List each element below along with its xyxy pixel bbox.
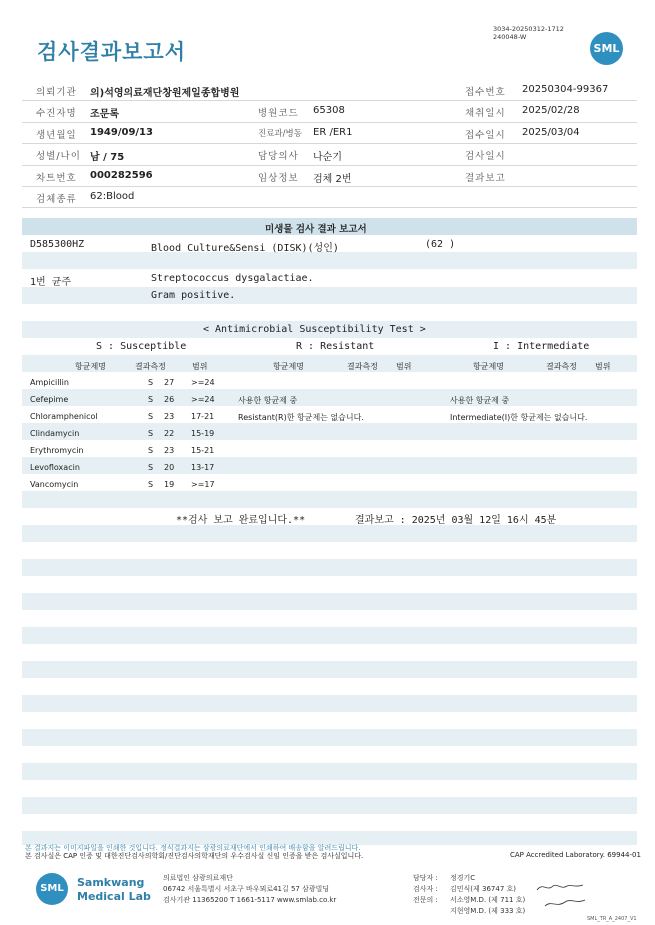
gram-stain: Gram positive. <box>151 290 236 301</box>
col-result-i: 결과측정 <box>546 362 577 371</box>
dept-value: ER /ER1 <box>313 126 353 138</box>
drug-sir: S <box>148 429 154 438</box>
drug-name: Erythromycin <box>30 446 84 455</box>
drug-range: 15-19 <box>191 429 215 438</box>
info-row <box>22 144 637 165</box>
label-result-report: 결과보고 <box>465 172 506 184</box>
stripe <box>22 423 637 440</box>
drug-sir: S <box>148 412 154 421</box>
stripe <box>22 559 637 576</box>
page-title: 검사결과보고서 <box>37 40 187 64</box>
staff1-name: 정경기C <box>450 874 476 882</box>
label-dept: 진료과/병동 <box>258 128 302 139</box>
staff3-name: 서소영M.D. (제 711 호) <box>450 896 526 904</box>
stripe <box>22 729 637 746</box>
drug-value: 19 <box>164 480 175 489</box>
collect-date-value: 2025/02/28 <box>522 105 580 117</box>
receipt-date-value: 2025/03/04 <box>522 126 580 138</box>
drug-range: 15-21 <box>191 446 215 455</box>
stripe <box>22 695 637 712</box>
drug-sir: S <box>148 446 154 455</box>
drug-name: Chloramphenicol <box>30 412 98 421</box>
stripe <box>22 661 637 678</box>
chart-no-value: 000282596 <box>90 169 153 181</box>
label-accession: 접수번호 <box>465 87 506 98</box>
drug-value: 22 <box>164 429 175 438</box>
report-time: 결과보고 : 2025년 03월 12일 16시 45분 <box>355 515 557 526</box>
label-sex-age: 성별/나이 <box>36 151 81 163</box>
stripe <box>22 763 637 780</box>
label-test-date: 검사일시 <box>465 151 506 163</box>
staff2-label: 검사자 : <box>413 885 438 893</box>
stripe <box>22 389 637 406</box>
col-range-r: 범위 <box>396 362 412 371</box>
drug-value: 20 <box>164 463 175 472</box>
doc-code-2: 240048-W <box>493 32 527 41</box>
sex-age-value: 남 / 75 <box>90 152 125 164</box>
staff3-label: 전문의 : <box>413 896 438 904</box>
col-drug-i: 항균제명 <box>473 362 504 371</box>
label-hospital-code: 병원코드 <box>258 108 299 120</box>
birth-value: 1949/09/13 <box>90 126 153 138</box>
requester-value: 의)석영의료재단창원제일종합병원 <box>90 88 240 99</box>
stripe <box>22 797 637 814</box>
drug-value: 27 <box>164 378 175 387</box>
stripe <box>22 457 637 474</box>
col-range-i: 범위 <box>595 362 611 371</box>
ast-title: < Antimicrobial Susceptibility Test > <box>203 324 426 335</box>
footer-note-2: 본 검사실은 CAP 인증 및 대한진단검사의학회/진단검사의학재단의 우수검사실 신임 인증을 받은 검사실입니다. <box>25 852 364 860</box>
label-collect-date: 채취일시 <box>465 108 506 120</box>
staff2-name: 김민식(제 36747 호) <box>450 885 516 893</box>
drug-value: 26 <box>164 395 175 404</box>
form-code: SML_TR_A_2407_V1 <box>587 916 637 922</box>
drug-value: 23 <box>164 446 175 455</box>
org-name: 의료법인 삼광의료재단 <box>163 874 233 882</box>
specimen-value: 62:Blood <box>90 190 135 202</box>
label-requester: 의뢰기관 <box>36 87 77 98</box>
organism-name: Streptococcus dysgalactiae. <box>151 273 314 284</box>
label-clinical-info: 임상정보 <box>258 172 299 184</box>
doc-code <box>493 26 564 41</box>
resistant-note-2: Resistant(R)한 항균제는 없습니다. <box>238 413 364 422</box>
drug-value: 23 <box>164 412 175 421</box>
info-row <box>22 80 637 101</box>
signature-graphic <box>535 878 590 913</box>
drug-range: 17-21 <box>191 412 215 421</box>
stripe <box>22 252 637 269</box>
sml-footer-logo: SML <box>36 873 68 905</box>
col-result: 결과측정 <box>135 362 166 371</box>
test-code: D585300HZ <box>30 239 85 250</box>
stripe <box>22 593 637 610</box>
legend-susceptible: S : Susceptible <box>96 341 187 352</box>
clinical-info-value: 검체 2번 <box>313 173 352 185</box>
label-specimen: 검체종류 <box>36 193 77 205</box>
sml-logo: SML <box>590 32 623 65</box>
drug-range: 13-17 <box>191 463 215 472</box>
brand-name-2: Medical Lab <box>77 890 151 903</box>
staff4-name: 지현영M.D. (제 333 호) <box>450 907 526 915</box>
label-doctor: 담당의사 <box>258 151 299 163</box>
intermediate-note-2: Intermediate(I)한 항균제는 없습니다. <box>450 413 588 422</box>
isolate-label: 1번 균주 <box>30 277 72 288</box>
label-chart-no: 차트번호 <box>36 172 77 184</box>
info-row <box>22 187 637 208</box>
drug-range: >=24 <box>191 395 215 404</box>
patient-name-value: 조문록 <box>90 109 119 121</box>
patient-info <box>22 80 637 208</box>
col-result-r: 결과측정 <box>347 362 378 371</box>
drug-name: Levofloxacin <box>30 463 80 472</box>
intermediate-note-1: 사용한 항균제 중 <box>450 396 510 405</box>
drug-range: >=17 <box>191 480 215 489</box>
org-address: 06742 서울특별시 서초구 바우뫼로41길 57 삼광빌딩 <box>163 885 330 893</box>
drug-sir: S <box>148 395 154 404</box>
drug-range: >=24 <box>191 378 215 387</box>
stripe <box>22 491 637 508</box>
footer-note-1: 본 결과지는 이미지파일을 인쇄한 것입니다. 정식결과지는 삼광의료재단에서 인쇄하여 배송함을 알려드립니다. <box>25 844 361 852</box>
staff1-label: 담당자 : <box>413 874 438 882</box>
brand-name-1: Samkwang <box>77 876 145 889</box>
col-range: 범위 <box>192 362 208 371</box>
drug-name: Cefepime <box>30 395 69 404</box>
report-complete: **검사 보고 완료입니다.** <box>176 515 306 526</box>
resistant-note-1: 사용한 항균제 중 <box>238 396 298 405</box>
label-patient-name: 수진자명 <box>36 108 77 120</box>
info-row <box>22 101 637 122</box>
legend-resistant: R : Resistant <box>296 341 375 352</box>
label-birth: 생년월일 <box>36 129 77 141</box>
org-contact: 검사기관 11365200 T 1661-5117 www.smlab.co.kr <box>163 896 337 904</box>
test-name: Blood Culture&Sensi (DISK)(성인) <box>151 243 339 254</box>
stripe <box>22 355 637 372</box>
label-receipt-date: 접수일시 <box>465 129 506 141</box>
cap-accreditation: CAP Accredited Laboratory. 69944-01 <box>510 851 641 859</box>
section-title: 미생물 검사 결과 보고서 <box>265 224 367 235</box>
doctor-value: 나순기 <box>313 152 342 164</box>
legend-intermediate: I : Intermediate <box>493 341 590 352</box>
stripe <box>22 525 637 542</box>
stripe <box>22 287 637 304</box>
hospital-code-value: 65308 <box>313 105 345 117</box>
doc-code-1: 3034-20250312-1712 <box>493 25 564 33</box>
drug-sir: S <box>148 463 154 472</box>
stripe <box>22 627 637 644</box>
drug-name: Vancomycin <box>30 480 79 489</box>
col-drug-r: 항균제명 <box>273 362 304 371</box>
drug-sir: S <box>148 378 154 387</box>
drug-name: Clindamycin <box>30 429 80 438</box>
info-row <box>22 123 637 144</box>
test-specimen: (62 ) <box>425 239 456 250</box>
info-row <box>22 166 637 187</box>
drug-sir: S <box>148 480 154 489</box>
accession-value: 20250304-99367 <box>522 84 609 95</box>
drug-name: Ampicillin <box>30 378 69 387</box>
col-drug: 항균제명 <box>75 362 106 371</box>
